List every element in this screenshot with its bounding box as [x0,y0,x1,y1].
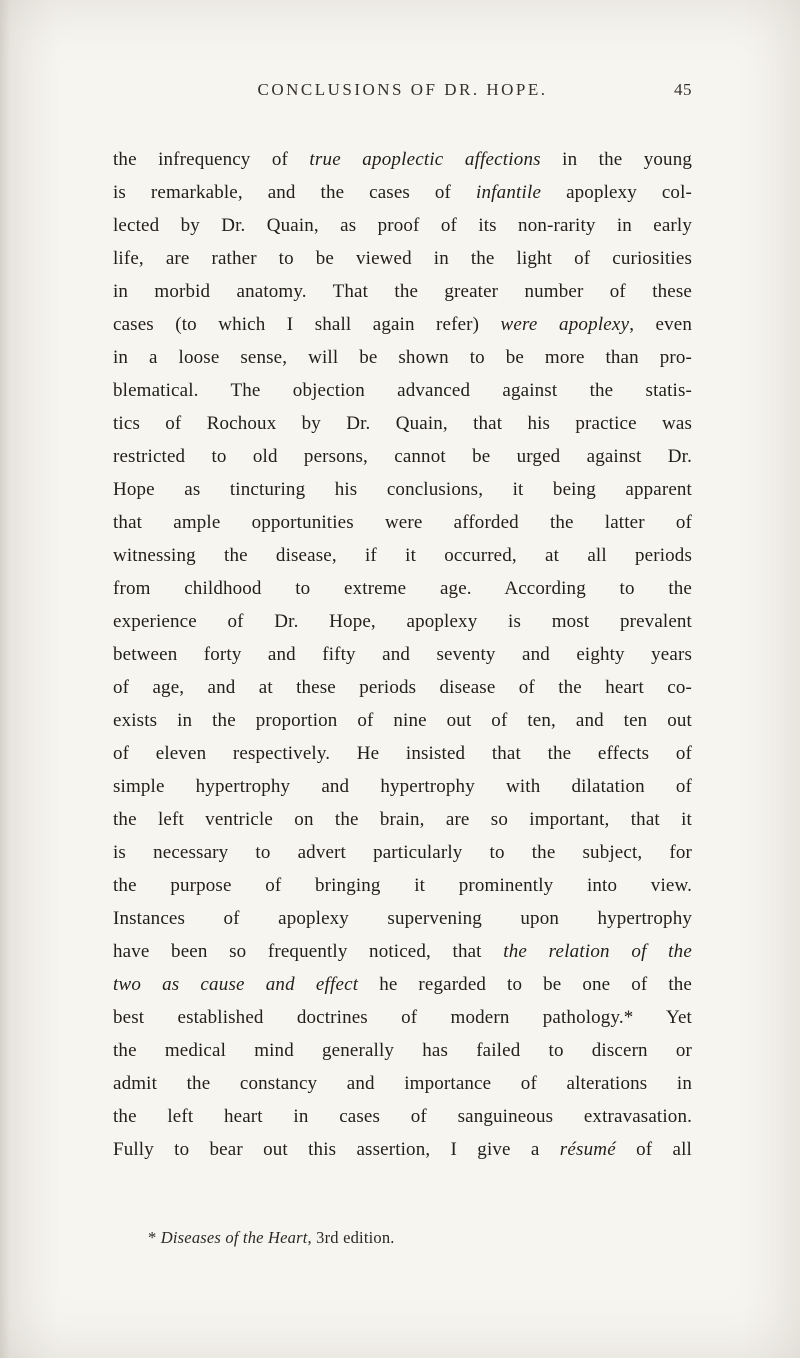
text-line: in morbid anatomy. That the greater number of these [113,281,692,302]
body-text [113,143,692,1166]
text-line: Fully to bear out this assertion, I give a résumé of all [113,1139,692,1160]
text-line: the purpose of bringing it prominently into view. [113,875,692,896]
text-line: life, are rather to be viewed in the light of curiosities [113,248,692,269]
text-line: is remarkable, and the cases of infantile apoplexy col- [113,182,692,203]
text-line: admit the constancy and importance of alterations in [113,1073,692,1094]
text-line: blematical. The objection advanced against the statis- [113,380,692,401]
text-line: exists in the proportion of nine out of ten, and ten out [113,710,692,731]
text-line: restricted to old persons, cannot be urged against Dr. [113,446,692,467]
text-line: have been so frequently noticed, that the relation of the [113,941,692,962]
text-line: two as cause and effect he regarded to be one of the [113,974,693,995]
text-line: the medical mind generally has failed to discern or [113,1040,692,1061]
text-line: lected by Dr. Quain, as proof of its non-rarity in early [113,215,692,236]
text-line: in a loose sense, will be shown to be more than pro- [113,347,692,368]
text-line: of eleven respectively. He insisted that the effects of [113,743,692,764]
text-line: between forty and fifty and seventy and eighty years [113,644,692,665]
text-line: Hope as tincturing his conclusions, it being apparent [113,479,692,500]
running-title: CONCLUSIONS OF DR. HOPE. [257,80,548,99]
text-line: Instances of apoplexy supervening upon hypertrophy [113,908,692,929]
text-line: is necessary to advert particularly to the subject, for [113,842,692,863]
text-line: that ample opportunities were afforded the latter of [113,512,692,533]
text-line: cases (to which I shall again refer) were apoplexy, even [113,314,692,335]
text-line: the left ventricle on the brain, are so important, that it [113,809,692,830]
page-header [113,80,692,100]
text-line: the left heart in cases of sanguineous extravasation. [113,1106,692,1127]
text-line: tics of Rochoux by Dr. Quain, that his practice was [113,413,692,434]
page-number: 45 [674,80,692,99]
text-line: the infrequency of true apoplectic affections in the young [113,149,692,170]
text-line: witnessing the disease, if it occurred, at all periods [113,545,692,566]
text-line: of age, and at these periods disease of the heart co- [113,677,692,698]
text-line: best established doctrines of modern pathology.* Yet [113,1007,692,1028]
text-line: from childhood to extreme age. According to the [113,578,692,599]
text-line: simple hypertrophy and hypertrophy with dilatation of [113,776,692,797]
text-line: experience of Dr. Hope, apoplexy is most prevalent [113,611,692,632]
footnote: * Diseases of the Heart, 3rd edition. [148,1228,395,1247]
